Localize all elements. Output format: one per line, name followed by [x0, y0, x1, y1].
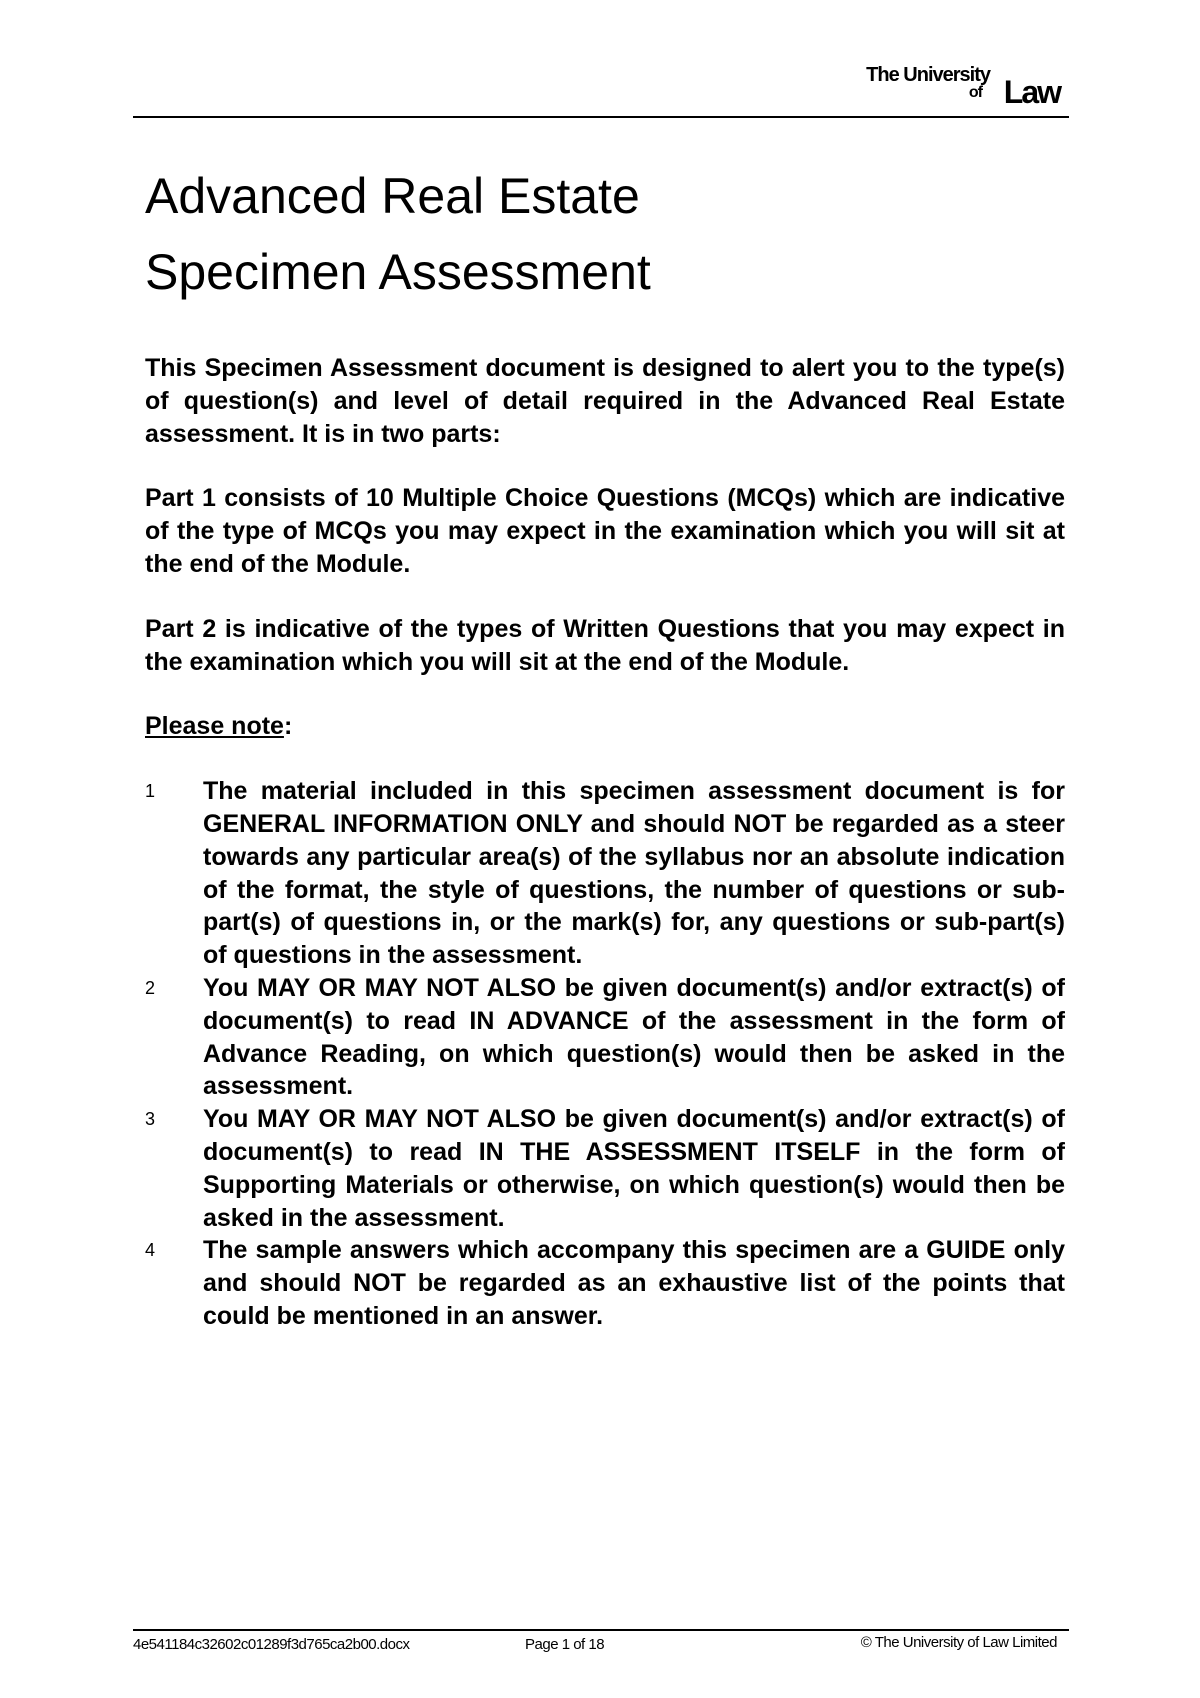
note-number: 3	[145, 1109, 156, 1130]
document-body	[145, 352, 1065, 1333]
note-item	[145, 1234, 1065, 1332]
footer-filename: 4e541184c32602c01289f3d765ca2b00.docx	[133, 1636, 410, 1653]
part2-paragraph: Part 2 is indicative of the types of Written Questions that you may expect in the examination which you will sit at the end of the Module.	[145, 614, 1065, 676]
note-text: The sample answers which accompany this specimen are a GUIDE only and should NOT be regarded as an exhaustive list of the points that could be mentioned in an answer.	[203, 1236, 1065, 1330]
logo-text-university: The University	[866, 64, 990, 86]
note-text: You MAY OR MAY NOT ALSO be given document(s) and/or extract(s) of document(s) to read IN THE ASSESSMENT ITSELF in the form of Supporting Materials or otherwise, on which question(s) would then be asked in the assessment.	[203, 1105, 1065, 1232]
note-text: You MAY OR MAY NOT ALSO be given document(s) and/or extract(s) of document(s) to read IN ADVANCE of the assessment in the form of Advance Reading, on which question(s) would then be asked in the assessment.	[203, 973, 1065, 1101]
note-item	[145, 775, 1065, 972]
note-number: 2	[145, 977, 156, 998]
please-note-label: Please note	[145, 712, 284, 741]
title-line-2: Specimen Assessment	[145, 244, 651, 300]
logo-text-of: of	[968, 84, 982, 101]
footer-copyright: © The University of Law Limited	[860, 1634, 1057, 1651]
note-item	[145, 972, 1065, 1103]
notes-list	[145, 775, 1065, 1333]
footer-divider	[133, 1629, 1069, 1631]
note-number: 1	[145, 781, 156, 802]
part1-paragraph: Part 1 consists of 10 Multiple Choice Questions (MCQs) which are indicative of the type of MCQs you may expect in the examination which you will sit at the end of the Module.	[145, 484, 1065, 578]
logo-text-law: Law	[1003, 74, 1060, 110]
please-note-colon: :	[283, 712, 293, 741]
footer-page-number: Page 1 of 18	[525, 1636, 605, 1653]
document-title	[145, 158, 651, 310]
intro-paragraph: This Specimen Assessment document is designed to alert you to the type(s) of question(s) and level of detail required in the Advanced Real Estate assessment. It is in two parts:	[145, 354, 1065, 448]
note-text: The material included in this specimen assessment document is for GENERAL INFORMATION ONLY and should NOT be regarded as a steer towards any particular area(s) of the syllabus nor an absolute indication of the format, the style of questions, the number of questions or sub-part(s) of questions in, or the mark(s) for, any questions or sub-part(s) of questions in the assessment.	[203, 777, 1065, 970]
university-of-law-logo	[830, 64, 1060, 108]
note-number: 4	[145, 1240, 156, 1261]
note-item	[145, 1103, 1065, 1234]
header-divider	[133, 116, 1069, 118]
please-note-heading	[145, 710, 1065, 743]
title-line-1: Advanced Real Estate	[145, 168, 640, 224]
